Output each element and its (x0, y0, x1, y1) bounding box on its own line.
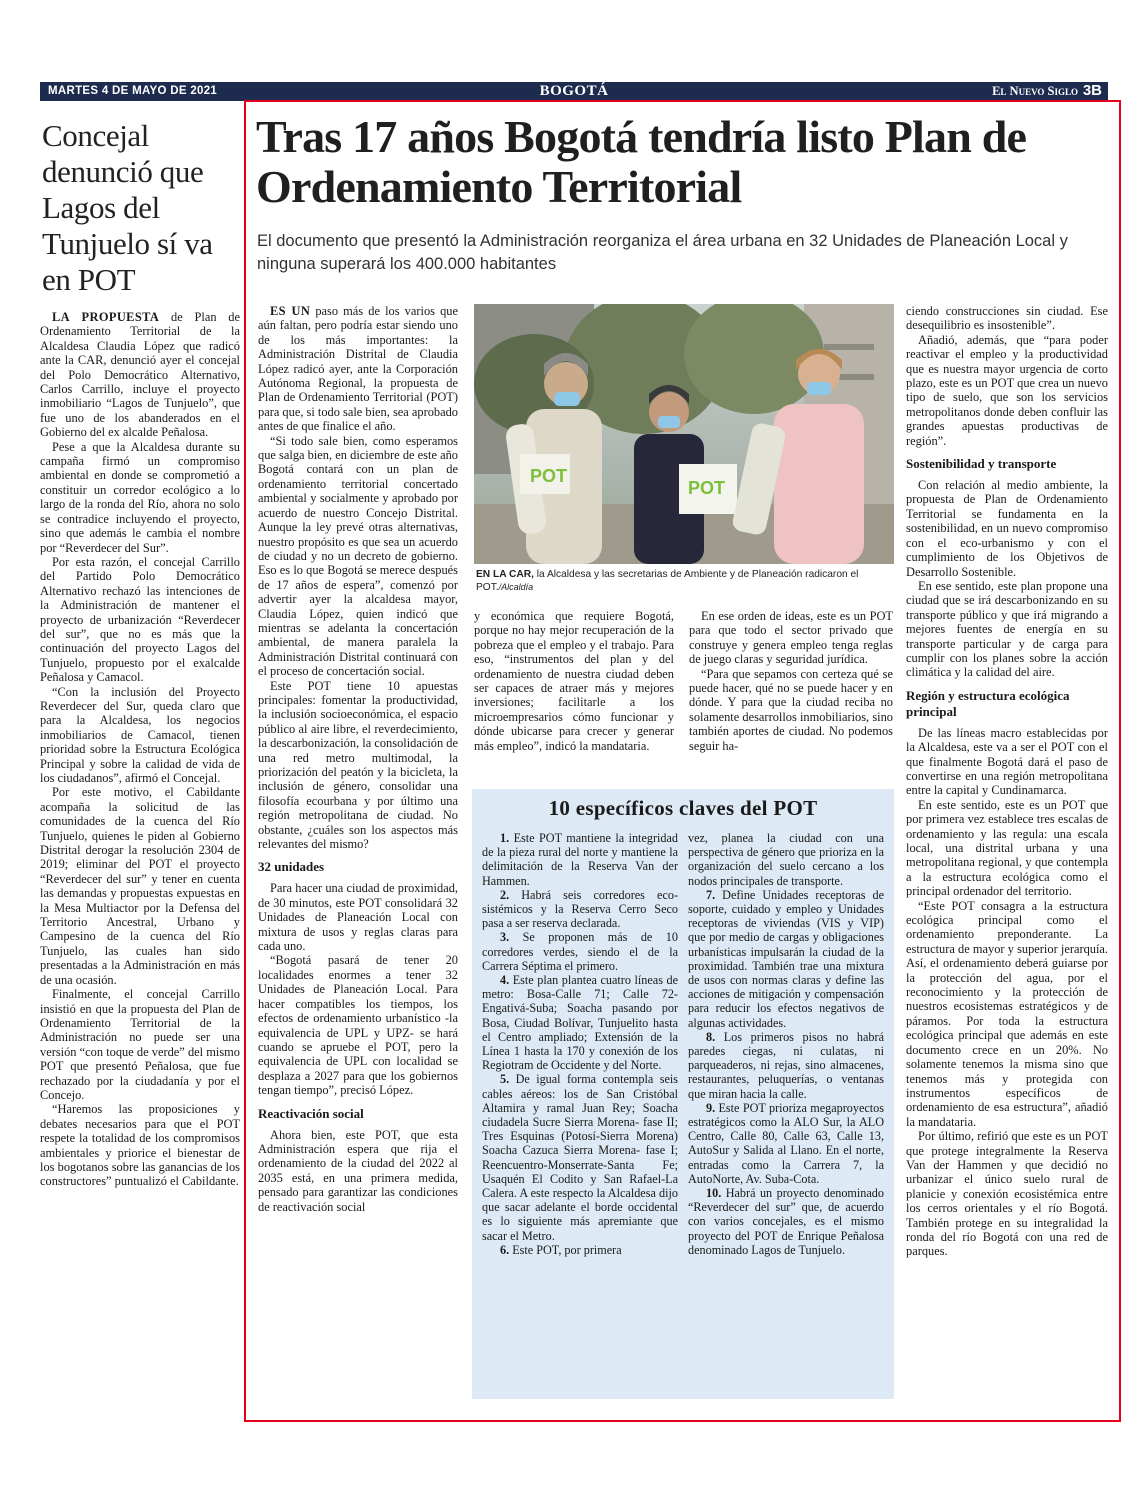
photo-illustration (474, 304, 894, 564)
key-point (482, 888, 678, 931)
article-column-2 (474, 609, 674, 753)
page-number: 3B (1082, 82, 1102, 99)
paragraph-text: “Si todo sale bien, como esperamos que salga bien, en diciembre de este año Bogotá contará con un plan de ordenamiento territorial concertado ambiental y socialmente y aprobado por acuerdo de nuestro Concejo Distrital. Aunque la ley prevé otras alternativas, nuestro propósito es que sea un acuerdo de ciudad y no un decreto de gobierno. Eso es lo que Bogotá se merece después de 17 años de espera”, comenzó por advertir ayer la alcaldesa mayor, Claudia López, quien indicó que mientras se adelanta la concertación ambiental, de manera paralela la Administración Distrital continuará con el proceso de concertación social. (258, 433, 458, 679)
key-point (482, 831, 678, 888)
paragraph-text: De las líneas macro establecidas por la Alcaldesa, este va a ser el POT con el que finalmente Bogotá dará el paso de convertirse en una región metropolitana entre la capital y Cundinamarca. (906, 725, 1108, 798)
paragraph (40, 440, 240, 555)
article-photo (474, 304, 894, 564)
key-point-text: Define Unidades receptoras de soporte, cuidado y empleo y Unidades receptoras de viviendas (VIS y VIP) que por medio de cargas y obligaciones urbanísticas impulsarán la ciudad de la proximidad. También trae una mixtura de usos con normas claras y define las acciones de mitigación y compensación para reducir los efectos negativos de algunas actividades. (688, 887, 884, 1030)
paragraph (689, 667, 893, 753)
paragraph-text: Pese a que la Alcaldesa durante su campaña firmó un compromiso ambiental en donde se comprometió a constituir un corredor ecológico a lo largo de la ronda del Río, ahora no solo se contradice incluyendo el proyecto, sino que además le cambia el nombre por “Reverdecer del Sur”. (40, 439, 240, 555)
key-point-number: 1. (500, 831, 510, 845)
paragraph (906, 333, 1108, 448)
paragraph-lead: ES UN (270, 304, 311, 318)
key-point (688, 1101, 884, 1186)
article-column-3 (689, 609, 893, 753)
issue-date: MARTES 4 DE MAYO DE 2021 (48, 85, 218, 97)
paragraph (258, 679, 458, 852)
paragraph-text: Finalmente, el concejal Carrillo insistió en que la propuesta del Plan de Ordenamiento Territorial de la Administración no puede ser una versión “con toque de verde” del mismo POT que presentó Peñalosa, que fue rechazado por la ciudadanía y por el Concejo. (40, 987, 240, 1102)
key-point (482, 973, 678, 1072)
key-point-number: 5. (500, 1072, 510, 1087)
paragraph (689, 609, 893, 667)
paragraph-text: “Este POT consagra a la estructura ecológica principal como el ordenamiento preponderante. La estructura de mayor y superior jerarquía. Así, el ordenamiento deberá guiarse por la protección del agua, por el reconocimiento y la protección de nuestros ecosistemas estratégicos y de páramos. Por toda la estructura ecológica principal que además en este documento crece en un 20%. No solamente tenemos la misma sino que tenemos más y protegida con instrumentos específicos de ordenamiento de esa estructura”, añadió la mandataria. (906, 898, 1108, 1129)
article-deck: El documento que presentó la Administración reorganiza el área urbana en 32 Unidades de Planeación Local y ninguna superará los 400.000 habitantes (257, 232, 1068, 273)
photo-caption-text: la Alcaldesa y las secretarias de Ambiente y de Planeación radicaron el POT. (476, 569, 859, 593)
key-point-text: Habrá un proyecto denominado “Reverdecer del sur” que, de acuerdo con varios concejales, es el mismo proyecto del POT de Enrique Peñalosa denominado Lagos de Tunjuelo. (688, 1186, 884, 1257)
key-point-number: 3. (500, 930, 510, 945)
photo-caption-lead: EN LA CAR, (476, 569, 534, 580)
newspaper-name: El Nuevo Siglo (992, 84, 1078, 98)
paragraph-text: En ese sentido, este plan propone una ciudad que se irá descarbonizando en su transporte público y que irá migrando a mejores fuentes de energía en su transporte particular y de carga para cumplir con los planes sobre la acción climática y la calidad del aire. (906, 578, 1108, 680)
key-point (482, 1072, 678, 1242)
subheading: Sostenibilidad y transporte (906, 456, 1057, 472)
key-point (482, 1243, 678, 1257)
paragraph (258, 304, 458, 434)
key-point-text: Este plan plantea cuatro líneas de metro: Bosa-Calle 71; Calle 72-Engativá-Suba; Soacha pasando por Bosa, Ciudad Bolívar, Tunjuelito hasta el Centro ampliado; Extensión de la Línea 1 hasta la 170 y conexión de los Regiotram de Occidente y del Norte. (482, 973, 678, 1073)
paragraph-text: Este POT tiene 10 apuestas principales: fomentar la productividad, la inclusión socioeconómica, el espacio público al aire libre, el reverdecimiento, la descarbonización, la consolidación de una red metro multimodal, la priorización del peatón y la bicicleta, la inclusión de género, consolidar una filosofía ecourbana y por último una región metropolitana de ciudad. No obstante, ¿cuáles son los aspectos más relevantes del mismo? (258, 678, 458, 852)
key-point (688, 888, 884, 1030)
paragraph (258, 953, 458, 1097)
key-point-number: 9. (706, 1100, 716, 1115)
key-point (688, 1030, 884, 1101)
section-name: BOGOTÁ (539, 83, 609, 99)
paragraph (40, 685, 240, 786)
key-point-text: vez, planea la ciudad con una perspectiva de género que prioriza en la organización del suelo cercano a los nodos principales de transporte. (688, 831, 884, 888)
paragraph-text: En este sentido, este es un POT que por primera vez establece tres escalas de ordenamiento y las regula: una escala local, una distrital urbana y una metropolitana regional, y que contempla a la estructura ecológica como el principal ordenador del territorio. (906, 797, 1108, 899)
key-point (482, 930, 678, 973)
paragraph (906, 478, 1108, 579)
paragraph-text: Ahora bien, este POT, que esta Administración espera que rija el ordenamiento de la ciudad del 2022 al 2035 está, en una primera medida, pensado para garantizar las condiciones de reactivación social (258, 1127, 458, 1214)
sidebar-article (40, 118, 240, 1189)
paragraph (40, 785, 240, 987)
paragraph-text: “Para que sepamos con certeza qué se puede hacer, qué no se puede hacer y en dónde. Y para que la ciudad reciba no solamente desarrollos inmobiliarios, sino también aportes de ciudad. No podemos seguir ha- (689, 666, 893, 753)
paragraph (906, 1129, 1108, 1259)
key-point-text: De igual forma contempla seis cables aéreos: los de San Cristóbal Altamira y ramal Juan Rey; Soacha ciudadela Sucre Sierra Morena- fase II; Tres Esquinas (Potosí-Sierra Morena) Soacha Cazuca Sierra Morena- fase I; Reencuentro-Monserrate-Santa Fe; Usaquén El Codito y San Rafael-La Calera. A este respecto la Alcaldesa dijo que sacar adelante el borde occidental es lo siguiente más apremiante que sacar el Metro. (482, 1072, 678, 1243)
key-point (688, 831, 884, 888)
key-point-text: Los primeros pisos no habrá paredes ciegas, ni culatas, ni parqueaderos, ni rejas, sino almacenes, restaurantes, peluquerías, o ventanas que miran hacia la calle. (688, 1029, 884, 1101)
svg-text:POT: POT (530, 466, 568, 486)
paragraph (906, 304, 1108, 333)
paragraph-lead: LA PROPUESTA (52, 310, 160, 324)
paragraph-text: Añadió, además, que “para poder reactivar el empleo y la productividad que es nuestra mayor urgencia de corto plazo, este es un POT que crea un nuevo tipo de suelo, que son los servicios metropolitanos donde deben confluir las grandes apuestas productivas de región”. (906, 332, 1108, 448)
key-points-right-column (688, 831, 884, 1257)
key-points-left-column (482, 831, 678, 1257)
photo-caption (476, 568, 896, 594)
page-header (40, 82, 1108, 101)
key-point-text: Este POT prioriza megaproyectos estratégicos como la ALO Sur, la ALO Centro, Calle 80, Calle 63, Calle 13, AutoSur y Salida al Llano. En el norte, entradas como la Carrera 7, la AutoNorte, Av. Suba-Cota. (688, 1100, 884, 1186)
key-points-box (472, 789, 894, 1399)
key-point (688, 1186, 884, 1257)
key-point-text: Este POT, por primera (509, 1242, 622, 1257)
paragraph-text: Por último, refirió que este es un POT que protege integralmente la Reserva Van der Hammen y que decidió no urbanizar el único suelo rural de planicie y conexión ecosistémica entre los cerros orientales y el río Bogotá. También protege en su integralidad la ronda del río Bogotá con una red de parques. (906, 1129, 1108, 1259)
paragraph-text: “Bogotá pasará de tener 20 localidades enormes a tener 32 Unidades de Planeación Local. Para hacer compatibles los tiempos, los efectos de ordenamiento urbanístico -la equivalencia de UPL y UPZ- se hará cuando se apruebe el POT, pero la equivalencia de UPL con localidad se desplaza a 2027 para que los gobiernos tengan tiempo”, precisó López. (258, 953, 458, 1098)
key-point-number: 7. (706, 887, 716, 902)
paragraph (474, 609, 674, 753)
key-point-number: 2. (500, 887, 510, 902)
paragraph-text: de Plan de Ordenamiento Territorial de la Alcaldesa Claudia López que radicó ante la CAR, denunció ayer el concejal del Polo Democrático Alternativo, Carlos Carrillo, incluye el proyecto inmobiliario “Lagos de Tunjuelo”, que fue uno de los abanderados en el Gobierno del ex alcalde Peñalosa. (40, 310, 240, 440)
paragraph-text: Por esta razón, el concejal Carrillo del Partido Polo Democrático Alternativo rechazó las intenciones de la Administración de mantener el proyecto de urbanización “Reverdecer del sur”, que no es más que la continuación del proyecto Lagos del Tunjuelo, propuesto por el exalcalde Peñalosa y Camacol. (40, 554, 240, 685)
article-title: Tras 17 años Bogotá tendría listo Plan de Ordenamiento Territorial (256, 111, 1027, 212)
paragraph-text: Para hacer una ciudad de proximidad, de 30 minutos, este POT consolidará 32 Unidades de Planeación Local con mixtura de usos y reglas claras para cada uno. (258, 881, 458, 954)
key-point-text: Este POT mantiene la integridad de la pieza rural del norte y mantiene la delimitación de la Reserva Van der Hammen. (482, 831, 678, 888)
sidebar-title: Concejal denunció que Lagos del Tunjuelo sí va en POT (42, 118, 213, 297)
paragraph (40, 987, 240, 1102)
key-points-title: 10 específicos claves del POT (548, 796, 818, 820)
paragraph-text: “Con la inclusión del Proyecto Reverdecer del Sur, queda claro que para la Alcaldesa, los negocios inmobiliarios de Camacol, tienen prioridad sobre la Estructura Ecológica Principal y sobre la calidad de vida de los ciudadanos”, afirmó el Concejal. (40, 684, 240, 785)
paragraph-text: Por este motivo, el Cabildante acompaña la solicitud de las comunidades de la cuenca del Río Tunjuelo, quienes le piden al Gobierno Distrital derogar la resolución 2304 de 2019; eliminar del POT el proyecto “Reverdecer del sur” y tener en cuenta las demandas y propuestas expuestas en la Mesa Multiactor por la Defensa del Territorio Ancestral, Urbano y Campesino de la cuenca del Río Tunjuelo, las cuales han sido presentadas a la Administración en más de una ocasión. (40, 785, 240, 987)
paragraph-text: ciendo construcciones sin ciudad. Ese desequilibrio es insostenible”. (906, 304, 1108, 333)
key-point-number: 10. (706, 1186, 722, 1201)
paragraph-text: Con relación al medio ambiente, la propuesta de Plan de Ordenamiento Territorial se fundamenta en la sostenibilidad, en un nuevo compromiso con el eco-urbanismo y con el cumplimiento de los Objetivos de Desarrollo Sostenible. (906, 478, 1108, 579)
paragraph (258, 434, 458, 679)
subheading: 32 unidades (258, 859, 325, 875)
paragraph (258, 881, 458, 953)
subheading: Región y estructura ecológica principal (906, 687, 1070, 719)
key-point-number: 8. (706, 1029, 716, 1044)
article-column-1 (258, 304, 458, 1214)
paragraph (258, 1128, 458, 1214)
svg-text:POT: POT (688, 478, 726, 498)
key-point-number: 6. (500, 1242, 510, 1257)
paragraph-text: En ese orden de ideas, este es un POT para que todo el sector privado que construye y genera empleo tenga reglas de juego claras y seguridad jurídica. (689, 609, 893, 667)
paragraph (906, 899, 1108, 1130)
article-column-4 (906, 304, 1108, 1259)
photo-credit: /Alcaldía (498, 582, 534, 592)
sidebar-body (40, 310, 240, 1189)
paragraph-text: “Haremos las proposiciones y debates necesarios para que el POT respete la totalidad de los compromisos ambientales y priorice el bienestar de los bogotanos sobre las ganancias de los constructores” puntualizó el Cabildante. (40, 1102, 240, 1189)
key-point-text: Se proponen más de 10 corredores verdes, siendo el de la Carrera Séptima el primero. (482, 930, 678, 973)
key-point-text: Habrá seis corredores eco-sistémicos y la Reserva Cerro Seco pasa a ser reserva declarada. (482, 887, 678, 931)
key-point-number: 4. (500, 973, 510, 988)
paragraph (40, 555, 240, 685)
paragraph (906, 726, 1108, 798)
paragraph (40, 1102, 240, 1188)
subheading: Reactivación social (258, 1105, 364, 1121)
paragraph-text: paso más de los varios que aún faltan, pero podría estar siendo uno de los más importantes: la Administración Distrital de Claudia López radicó ayer, ante la Corporación Autónoma Regional, la propuesta de Plan de Ordenamiento Territorial (POT) para que, si todo sale bien, sea aprobado antes de que finalice el año. (258, 304, 458, 434)
paragraph (906, 798, 1108, 899)
paragraph-text: y económica que requiere Bogotá, porque no hay mejor recuperación de la pobreza que el empleo y el trabajo. Para eso, “instrumentos del plan y del ordenamiento de nuestra ciudad deben ser capaces de atraer más y mejores inversiones; facilitarle a los microempresarios cómo funcionar y dónde ubicarse para crecer y generar más empleo”, indicó la mandataria. (474, 609, 674, 753)
paragraph (40, 310, 240, 440)
paragraph (906, 579, 1108, 680)
